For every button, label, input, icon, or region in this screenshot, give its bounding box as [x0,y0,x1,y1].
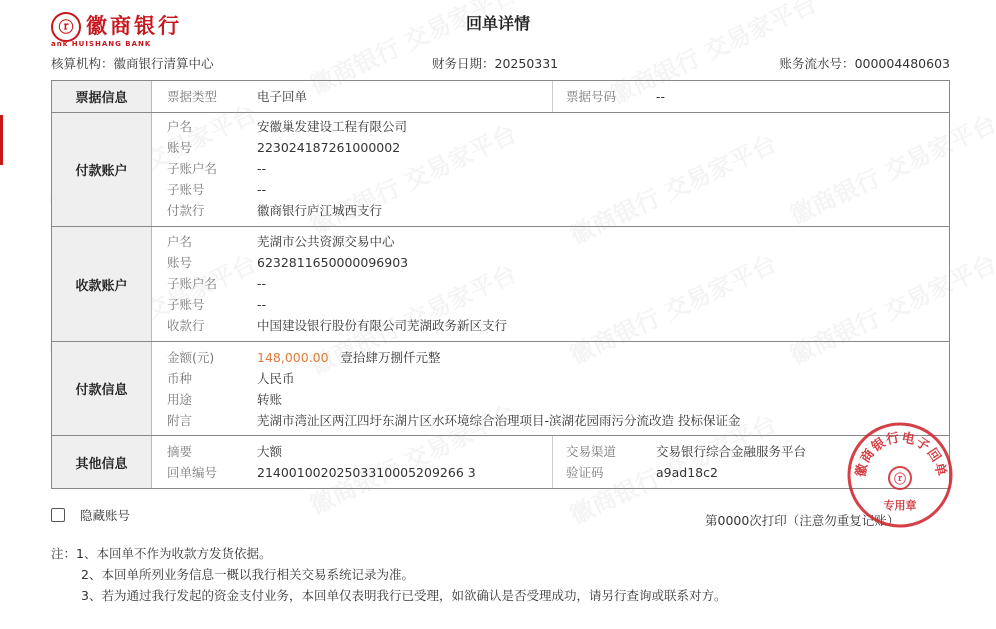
notes [51,543,726,606]
note-3: 3、若为通过我行发起的资金支付业务，本回单仅表明我行已受理，如欲确认是否受理成功，请另行查询或联系对方。 [81,588,727,603]
note-1: 注：1、本回单不作为收款方发货依据。 [51,546,272,561]
column-divider [552,81,553,112]
serial-info: 账务流水号：000004480603 [779,56,950,71]
org-info: 核算机构：徽商银行清算中心 [51,56,214,71]
other-section-header: 其他信息 [52,436,152,488]
payee-section-header: 收款账户 [52,227,152,341]
left-edge-marker [0,115,3,165]
bill-section-header: 票据信息 [52,81,152,112]
print-count: 第0000次打印（注意勿重复记账） [705,513,900,528]
payment-section-header: 付款信息 [52,342,152,435]
bank-logo-english: ank HUISHANG BANK [51,40,152,48]
date-info: 财务日期：20250331 [432,56,559,71]
bill-section: 票据信息 票据类型 电子回单 票据号码 -- [52,81,949,113]
note-2: 2、本回单所列业务信息一概以我行相关交易系统记录为准。 [81,567,414,582]
hide-account-checkbox[interactable] [51,508,65,522]
page-title: 回单详情 [465,14,530,33]
seal-bottom-text: 专用章 [883,499,917,512]
hide-account-toggle[interactable] [51,506,130,524]
payer-section: 付款账户 户名 安徽巢发建设工程有限公司 账号 223024187261000002 子账户名 -- 子账号 -- 付款行 徽商银行庐江城西支行 [52,113,949,227]
bank-logo-mark: ⓡ [51,12,81,42]
amount-value: 148,000.00 [257,350,329,365]
column-divider [552,436,553,488]
bank-logo-name: 徽商银行 [86,14,182,38]
seal-top-text: 徽商银行电子回单 [853,430,949,479]
amount-in-words: 壹拾肆万捌仟元整 [340,350,441,365]
other-section: 其他信息 摘要 大额 回单编号 21400100202503310005209266 3 交易渠道 交易银行综合金融服务平台 验证码 a9ad18c2 [52,436,949,488]
payer-section-header: 付款账户 [52,113,152,226]
receipt-table [51,80,950,489]
svg-text:ⓡ: ⓡ [893,472,907,486]
payee-section: 收款账户 户名 芜湖市公共资源交易中心 账号 6232811650000096903 子账户名 -- 子账号 -- 收款行 中国建设银行股份有限公司芜湖政务新区支行 [52,227,949,342]
payment-section: 付款信息 金额(元) 148,000.00 壹拾肆万捌仟元整 币种 人民币 用途 转账 附言 芜湖市湾沚区两江四圩东湖片区水环境综合治理项目-滨湖花园雨污分流改造 投标保证金 [52,342,949,436]
hide-account-label: 隐藏账号 [80,508,131,523]
